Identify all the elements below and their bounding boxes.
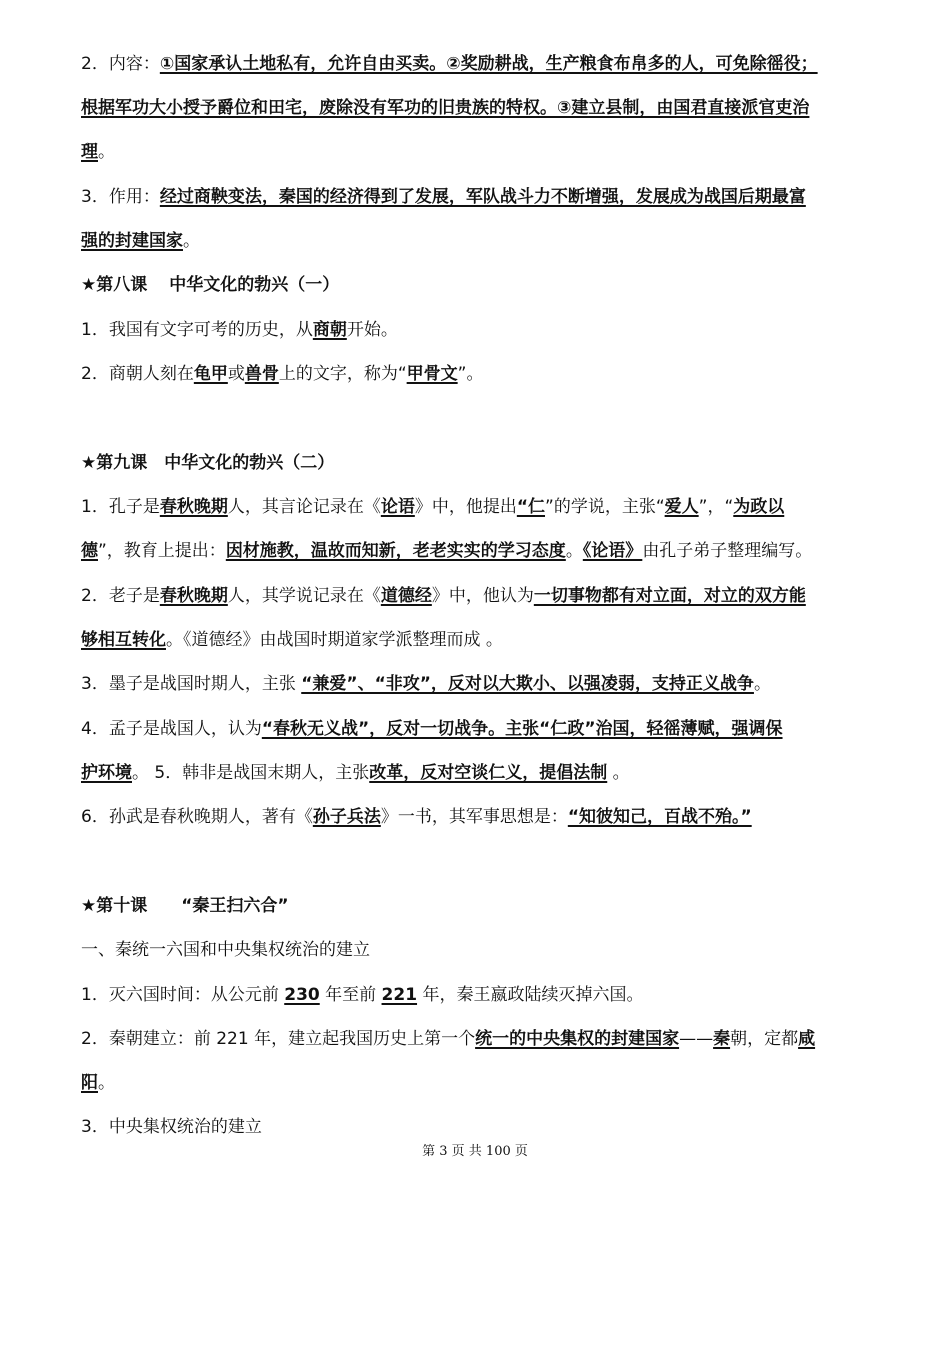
text: 人，其言论记录在《	[227, 497, 381, 517]
text: 。《道德经》由战国时期道家学派整理而成 。	[166, 630, 503, 650]
key-text: 强的封建国家	[81, 231, 183, 251]
effect-label: 3．作用：	[81, 187, 160, 207]
key-text: 秦	[713, 1029, 731, 1049]
key-text: 根据军功大小授予爵位和田宅，废除没有军功的旧贵族的特权。③建立县制，由国君直接派官吏治	[81, 98, 810, 118]
text: 1．孔子是	[81, 497, 160, 517]
key-text: 春秋晚期	[159, 586, 228, 606]
text: 2．商朝人刻在	[81, 364, 194, 384]
text: 人，其学说记录在《	[227, 586, 381, 606]
lesson10-item-3: 3．中央集权统治的建立	[81, 1117, 262, 1137]
lesson9-item-2	[81, 584, 821, 608]
key-text: 阳	[81, 1073, 98, 1093]
key-text: 爱人	[664, 497, 699, 517]
key-text: 商朝	[312, 320, 347, 340]
text: ”。	[457, 364, 484, 384]
lesson10-item-2	[81, 1027, 821, 1051]
lesson10-item-1	[81, 983, 821, 1007]
key-text: 够相互转化	[81, 630, 166, 650]
text: 由孔子弟子整理编写。	[642, 541, 813, 561]
content-line-2	[81, 96, 821, 120]
text: 1．灭六国时间：从公元前	[81, 985, 285, 1005]
effect-line-1	[81, 185, 821, 209]
key-text: 因材施教，温故而知新，老老实实的学习态度	[225, 541, 566, 561]
lesson9-item-4-cont	[81, 761, 821, 785]
key-text: 221	[381, 985, 418, 1005]
lesson9-title: ★第九课 中华文化的勃兴（二）	[81, 453, 335, 473]
key-text: 护环境	[81, 763, 132, 783]
key-text: “仁	[516, 497, 546, 517]
lesson9-item-1-cont	[81, 539, 821, 563]
key-text: “兼爱”、“非攻”，反对以大欺小、以强凌弱，支持正义战争	[301, 674, 754, 694]
lesson10-item-2-cont	[81, 1071, 821, 1095]
key-text: 改革，反对空谈仁义，提倡法制	[369, 763, 608, 783]
page-footer: 第 3 页 共 100 页	[422, 1144, 528, 1159]
punctuation: 。	[98, 142, 115, 162]
text: 6．孙武是春秋晚期人，著有《	[81, 807, 313, 827]
lesson9-item-2-cont	[81, 628, 821, 652]
text: 3．墨子是战国时期人，主张	[81, 674, 302, 694]
effect-line-2	[81, 229, 821, 253]
text: 4．孟子是战国人，认为	[81, 719, 262, 739]
lesson-number: ★第十课	[81, 896, 148, 916]
text: 朝，定都	[730, 1029, 799, 1049]
text: 。	[565, 541, 583, 561]
lesson8-title	[81, 273, 821, 297]
text: 》一书，其军事思想是：	[380, 807, 568, 827]
lesson8-item-2	[81, 362, 821, 386]
key-text: 统一的中央集权的封建国家	[475, 1029, 680, 1049]
key-text: “春秋无义战”，反对一切战争。主张“仁政”治国，轻徭薄赋，强调保	[261, 719, 783, 739]
content-line-3	[81, 140, 821, 164]
key-text: “知彼知己，百战不殆。”	[567, 807, 752, 827]
text: 1．我国有文字可考的历史，从	[81, 320, 313, 340]
text: 。	[753, 674, 771, 694]
key-text: 论语	[380, 497, 415, 517]
key-text: 甲骨文	[406, 364, 458, 384]
text: 上的文字，称为“	[278, 364, 407, 384]
key-text: 龟甲	[193, 364, 228, 384]
text: 。	[607, 763, 630, 783]
key-text: 咸	[798, 1029, 816, 1049]
key-text: 孙子兵法	[312, 807, 381, 827]
text: 》中，他认为	[431, 586, 534, 606]
text: ”，教育上提出：	[98, 541, 226, 561]
lesson-name: 中华文化的勃兴（一）	[169, 275, 340, 295]
lesson9-item-6	[81, 805, 821, 829]
lesson-name: “秦王扫六合”	[181, 896, 289, 916]
key-text: 为政以	[733, 497, 785, 517]
text: 年至前	[319, 985, 382, 1005]
content-line-1	[81, 52, 821, 76]
key-text: 理	[81, 142, 98, 162]
lesson9-item-3	[81, 672, 821, 696]
punctuation: 。	[183, 231, 200, 251]
key-text: ①国家承认土地私有，允许自由买卖。②奖励耕战，生产粮食布帛多的人，可免除徭役；	[159, 54, 818, 74]
text: ——	[679, 1029, 714, 1049]
key-text: 经过商鞅变法，秦国的经济得到了发展，军队战斗力不断增强，发展成为战国后期最富	[159, 187, 806, 207]
text: 2．老子是	[81, 586, 160, 606]
text: 或	[227, 364, 245, 384]
text: 年，秦王嬴政陆续灭掉六国。	[417, 985, 644, 1005]
content-label: 2．内容：	[81, 54, 160, 74]
lesson10-section: 一、秦统一六国和中央集权统治的建立	[81, 940, 370, 960]
key-text: 春秋晚期	[159, 497, 228, 517]
key-text: 德	[81, 541, 98, 561]
key-text: 道德经	[380, 586, 432, 606]
lesson9-item-1	[81, 495, 821, 519]
text: 2．秦朝建立：前 221 年，建立起我国历史上第一个	[81, 1029, 476, 1049]
key-text: 《论语》	[582, 541, 643, 561]
text: ”，“	[698, 497, 734, 517]
text: 。 5．韩非是战国末期人，主张	[132, 763, 370, 783]
lesson-number: ★第八课	[81, 275, 148, 295]
lesson8-item-1	[81, 318, 821, 342]
text: 开始。	[346, 320, 398, 340]
lesson9-item-4	[81, 717, 821, 741]
text: 。	[98, 1073, 115, 1093]
key-text: 一切事物都有对立面，对立的双方能	[533, 586, 806, 606]
text: ”的学说，主张“	[545, 497, 665, 517]
lesson10-title	[81, 894, 821, 918]
key-text: 230	[284, 985, 320, 1005]
text: 》中，他提出	[414, 497, 517, 517]
key-text: 兽骨	[244, 364, 279, 384]
